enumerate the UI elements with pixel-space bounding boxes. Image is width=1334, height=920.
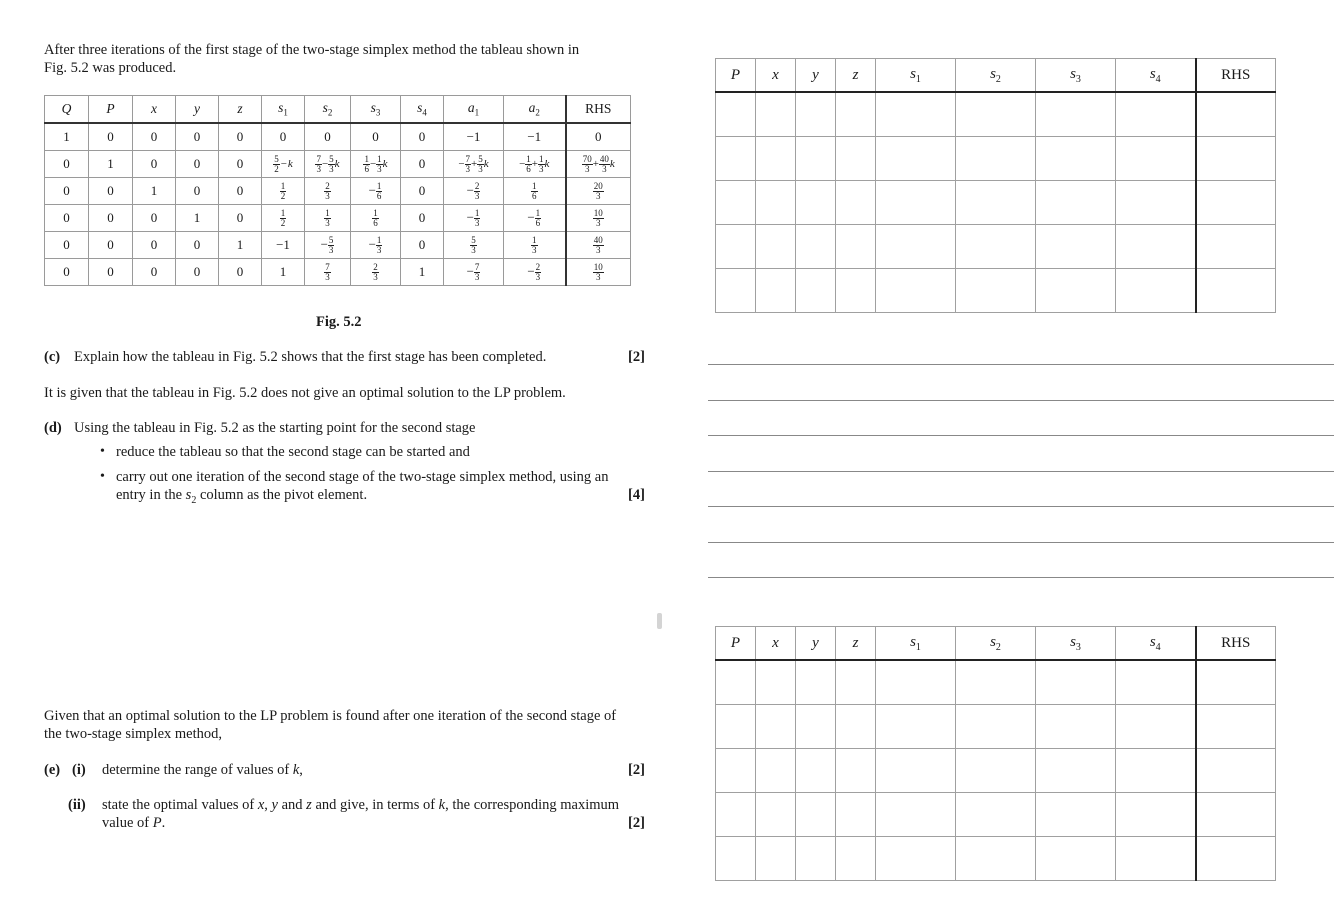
- grid-header-row: [716, 59, 1276, 93]
- grid-header-cell: $s_1$: [876, 627, 956, 661]
- grid-cell[interactable]: [956, 92, 1036, 137]
- grid-header-row: [716, 627, 1276, 661]
- grid-cell[interactable]: [1196, 225, 1276, 269]
- grid-header-cell: y: [796, 627, 836, 661]
- part-d-text: Using the tableau in Fig. 5.2 as the starting point for the second stage: [74, 420, 476, 436]
- tableau-cell: $\frac{2}{3}$: [305, 178, 351, 205]
- grid-cell[interactable]: [1036, 660, 1116, 705]
- grid-cell[interactable]: [1036, 837, 1116, 881]
- part-c-text: Explain how the tableau in Fig. 5.2 shows that the first stage has been completed.: [74, 349, 547, 365]
- grid-row: [716, 181, 1276, 225]
- grid-cell[interactable]: [796, 749, 836, 793]
- tableau-cell: 0: [566, 123, 631, 151]
- cell: 0: [219, 151, 262, 178]
- grid-cell[interactable]: [1036, 749, 1116, 793]
- grid-row: [716, 660, 1276, 705]
- tableau-cell: $\frac{10}{3}$: [566, 205, 631, 232]
- grid-cell[interactable]: [836, 137, 876, 181]
- grid-cell[interactable]: [756, 837, 796, 881]
- grid-cell[interactable]: [756, 181, 796, 225]
- grid-cell[interactable]: [716, 660, 756, 705]
- grid-header-cell: RHS: [1196, 59, 1276, 93]
- grid-cell[interactable]: [1036, 181, 1116, 225]
- grid-cell[interactable]: [756, 137, 796, 181]
- tableau-cell: 0: [401, 205, 444, 232]
- grid-cell[interactable]: [796, 660, 836, 705]
- grid-row: [716, 137, 1276, 181]
- grid-cell[interactable]: [1196, 269, 1276, 313]
- tableau-cell: − $\frac{1}{6}$: [504, 205, 566, 232]
- header-s3: $s_3$: [351, 96, 401, 124]
- part-d-label: (d): [44, 420, 62, 436]
- part-e-ii-line-2: value of P.: [102, 815, 166, 831]
- header-y: y: [176, 96, 219, 124]
- grid-cell[interactable]: [836, 749, 876, 793]
- part-c-label: (c): [44, 349, 61, 365]
- answer-tableau-grid-1[interactable]: [715, 58, 1276, 313]
- grid-cell[interactable]: [1036, 137, 1116, 181]
- grid-cell[interactable]: [796, 137, 836, 181]
- header-s4: $s_4$: [401, 96, 444, 124]
- header-P: P: [89, 96, 133, 124]
- header-a1: $a_1$: [444, 96, 504, 124]
- cell-p-a2: − $\frac{1}{6}$ + $\frac{1}{3}$ k: [504, 151, 566, 178]
- tableau-row-z: [45, 232, 631, 259]
- tableau-cell: − $\frac{5}{3}$: [305, 232, 351, 259]
- grid-cell[interactable]: [716, 181, 756, 225]
- grid-cell[interactable]: [796, 793, 836, 837]
- grid-cell[interactable]: [1036, 705, 1116, 749]
- part-c-marks: [2]: [628, 349, 645, 365]
- part-d-bullet-2-line-1: carry out one iteration of the second stage of the two-stage simplex method, using an: [116, 469, 609, 485]
- tableau-cell: 0: [219, 178, 262, 205]
- grid-row: [716, 749, 1276, 793]
- bullet-icon: •: [100, 444, 105, 459]
- tableau-cell: $\frac{1}{2}$: [262, 178, 305, 205]
- grid-header-cell: $s_2$: [956, 627, 1036, 661]
- grid-cell[interactable]: [1196, 181, 1276, 225]
- grid-cell[interactable]: [1196, 749, 1276, 793]
- grid-header-cell: $s_4$: [1116, 627, 1196, 661]
- tableau-cell: 1: [133, 178, 176, 205]
- tableau-cell: 1: [176, 205, 219, 232]
- grid-header-cell: RHS: [1196, 627, 1276, 661]
- grid-cell[interactable]: [756, 660, 796, 705]
- grid-cell[interactable]: [836, 92, 876, 137]
- grid-cell[interactable]: [1196, 137, 1276, 181]
- tableau-cell: 0: [305, 123, 351, 151]
- grid-cell[interactable]: [1036, 269, 1116, 313]
- answer-line[interactable]: [708, 506, 1334, 507]
- tableau-cell: −1: [262, 232, 305, 259]
- grid-cell[interactable]: [956, 793, 1036, 837]
- grid-cell[interactable]: [796, 181, 836, 225]
- grid-header-cell: $s_1$: [876, 59, 956, 93]
- tableau-cell: 0: [89, 123, 133, 151]
- grid-cell[interactable]: [1116, 749, 1196, 793]
- tableau-cell: 0: [219, 205, 262, 232]
- tableau-cell: 1: [401, 259, 444, 286]
- tableau-cell: $\frac{1}{3}$: [305, 205, 351, 232]
- grid-cell[interactable]: [716, 137, 756, 181]
- grid-cell[interactable]: [1196, 837, 1276, 881]
- grid-cell[interactable]: [796, 837, 836, 881]
- grid-cell[interactable]: [876, 705, 956, 749]
- header-s2: $s_2$: [305, 96, 351, 124]
- tableau-cell: 0: [176, 232, 219, 259]
- part-e-i-marks: [2]: [628, 762, 645, 778]
- part-d-bullet-2-line-2: entry in the $s_2$ column as the pivot element.: [116, 487, 368, 506]
- grid-cell[interactable]: [756, 793, 796, 837]
- tableau-cell: 0: [351, 123, 401, 151]
- cell-p-s3: $\frac{1}{6}$ − $\frac{1}{3}$ k: [351, 151, 401, 178]
- part-d-bullet-1: reduce the tableau so that the second stage can be started and: [116, 444, 470, 460]
- tableau-cell: − $\frac{2}{3}$: [504, 259, 566, 286]
- grid-cell[interactable]: [1116, 837, 1196, 881]
- tableau-cell: $\frac{1}{6}$: [504, 178, 566, 205]
- answer-line[interactable]: [708, 435, 1334, 436]
- header-x: x: [133, 96, 176, 124]
- part-e-i-text: determine the range of values of k,: [102, 762, 303, 778]
- grid-cell[interactable]: [1196, 705, 1276, 749]
- grid-row: [716, 92, 1276, 137]
- tableau-cell: −1: [504, 123, 566, 151]
- grid-cell[interactable]: [876, 181, 956, 225]
- cell-p-s2: $\frac{7}{3}$ − $\frac{5}{3}$ k: [305, 151, 351, 178]
- part-e-i-label: (i): [72, 762, 86, 778]
- grid-header-cell: y: [796, 59, 836, 93]
- tableau-cell: 0: [219, 123, 262, 151]
- header-rhs: RHS: [566, 96, 631, 124]
- tableau-row-x: [45, 178, 631, 205]
- part-e-ii-marks: [2]: [628, 815, 645, 831]
- grid-cell[interactable]: [836, 793, 876, 837]
- header-z: z: [219, 96, 262, 124]
- grid-cell[interactable]: [876, 749, 956, 793]
- scan-artifact-mark: [657, 613, 662, 629]
- cell-p-s1: $\frac{5}{2}$ − k: [262, 151, 305, 178]
- answer-tableau-grid-2[interactable]: [715, 626, 1276, 881]
- part-e-label: (e): [44, 762, 61, 778]
- grid-cell[interactable]: [716, 92, 756, 137]
- grid-cell[interactable]: [796, 705, 836, 749]
- grid-row: [716, 225, 1276, 269]
- tableau-row-Q: [45, 123, 631, 151]
- tableau-fig-5-2: [44, 95, 631, 286]
- grid-cell[interactable]: [716, 837, 756, 881]
- grid-row: [716, 793, 1276, 837]
- grid-cell[interactable]: [716, 793, 756, 837]
- grid-cell[interactable]: [876, 137, 956, 181]
- tableau-cell: − $\frac{2}{3}$: [444, 178, 504, 205]
- grid-cell[interactable]: [876, 793, 956, 837]
- grid-cell[interactable]: [1036, 793, 1116, 837]
- grid-cell[interactable]: [956, 269, 1036, 313]
- tableau-cell: −1: [444, 123, 504, 151]
- grid-cell[interactable]: [956, 705, 1036, 749]
- tableau-cell: 0: [89, 259, 133, 286]
- tableau-cell: 0: [89, 205, 133, 232]
- cell-p-a1: − $\frac{7}{3}$ + $\frac{5}{3}$ k: [444, 151, 504, 178]
- answer-line[interactable]: [708, 471, 1334, 472]
- grid-header-cell: z: [836, 627, 876, 661]
- tableau-cell: $\frac{2}{3}$: [351, 259, 401, 286]
- grid-cell[interactable]: [876, 92, 956, 137]
- cell: 0: [133, 151, 176, 178]
- grid-cell[interactable]: [836, 225, 876, 269]
- grid-cell[interactable]: [956, 137, 1036, 181]
- grid-cell[interactable]: [956, 749, 1036, 793]
- grid-cell[interactable]: [836, 181, 876, 225]
- tableau-cell: 0: [176, 123, 219, 151]
- tableau-cell: 0: [401, 178, 444, 205]
- grid-header-cell: P: [716, 627, 756, 661]
- figure-caption: Fig. 5.2: [316, 314, 362, 330]
- tableau-cell: 0: [401, 232, 444, 259]
- grid-row: [716, 837, 1276, 881]
- cell: 1: [89, 151, 133, 178]
- tableau-cell: 0: [45, 205, 89, 232]
- grid-cell[interactable]: [836, 705, 876, 749]
- tableau-cell: 0: [133, 205, 176, 232]
- grid-header-cell: x: [756, 627, 796, 661]
- cell: 0: [45, 151, 89, 178]
- grid-cell[interactable]: [956, 837, 1036, 881]
- tableau-cell: 0: [89, 232, 133, 259]
- grid-cell[interactable]: [836, 269, 876, 313]
- grid-cell[interactable]: [876, 837, 956, 881]
- grid-cell[interactable]: [756, 225, 796, 269]
- answer-line[interactable]: [708, 542, 1334, 543]
- answer-line[interactable]: [708, 364, 1334, 365]
- tableau-cell: 1: [45, 123, 89, 151]
- tableau-cell: 0: [176, 259, 219, 286]
- grid-cell[interactable]: [796, 269, 836, 313]
- grid-cell[interactable]: [956, 181, 1036, 225]
- part-d-marks: [4]: [628, 487, 645, 503]
- grid-cell[interactable]: [1196, 793, 1276, 837]
- tableau-cell: $\frac{1}{3}$: [504, 232, 566, 259]
- grid-cell[interactable]: [1116, 269, 1196, 313]
- grid-row: [716, 269, 1276, 313]
- grid-cell[interactable]: [756, 705, 796, 749]
- grid-cell[interactable]: [1116, 92, 1196, 137]
- intro-line-1: After three iterations of the first stage of the two-stage simplex method the tableau shown in: [44, 42, 580, 58]
- grid-cell[interactable]: [756, 749, 796, 793]
- grid-cell[interactable]: [716, 705, 756, 749]
- bullet-icon: •: [100, 469, 105, 484]
- grid-cell[interactable]: [1036, 225, 1116, 269]
- tableau-cell: − $\frac{7}{3}$: [444, 259, 504, 286]
- grid-cell[interactable]: [876, 269, 956, 313]
- tableau-row-y: [45, 205, 631, 232]
- grid-cell[interactable]: [716, 225, 756, 269]
- tableau-cell: 0: [133, 232, 176, 259]
- tableau-cell: $\frac{40}{3}$: [566, 232, 631, 259]
- tableau-cell: − $\frac{1}{3}$: [444, 205, 504, 232]
- answer-line[interactable]: [708, 400, 1334, 401]
- given-statement: It is given that the tableau in Fig. 5.2 does not give an optimal solution to the LP problem.: [44, 385, 566, 401]
- grid-cell[interactable]: [1116, 705, 1196, 749]
- tableau-cell: 1: [219, 232, 262, 259]
- grid-cell[interactable]: [1036, 92, 1116, 137]
- grid-cell[interactable]: [1116, 137, 1196, 181]
- grid-cell[interactable]: [1196, 92, 1276, 137]
- grid-cell[interactable]: [836, 660, 876, 705]
- tableau-cell: − $\frac{1}{3}$: [351, 232, 401, 259]
- grid-cell[interactable]: [1116, 181, 1196, 225]
- cell: 0: [401, 151, 444, 178]
- grid-header-cell: $s_3$: [1036, 627, 1116, 661]
- grid-cell[interactable]: [756, 269, 796, 313]
- grid-header-cell: P: [716, 59, 756, 93]
- tableau-cell: $\frac{7}{3}$: [305, 259, 351, 286]
- grid-cell[interactable]: [716, 749, 756, 793]
- tableau-cell: 0: [45, 232, 89, 259]
- tableau-cell: 0: [45, 259, 89, 286]
- grid-cell[interactable]: [716, 269, 756, 313]
- header-a2: $a_2$: [504, 96, 566, 124]
- tableau-cell: 0: [176, 178, 219, 205]
- part-e-ii-line-1: state the optimal values of x, y and z and give, in terms of k, the corresponding maximum: [102, 797, 620, 813]
- tableau-cell: 0: [89, 178, 133, 205]
- cell-p-rhs: $\frac{70}{3}$ + $\frac{40}{3}$ k: [566, 151, 631, 178]
- cell: 0: [176, 151, 219, 178]
- grid-cell[interactable]: [1116, 660, 1196, 705]
- grid-cell[interactable]: [796, 225, 836, 269]
- grid-header-cell: z: [836, 59, 876, 93]
- intro-line-2: Fig. 5.2 was produced.: [44, 60, 177, 76]
- tableau-cell: $\frac{20}{3}$: [566, 178, 631, 205]
- grid-cell[interactable]: [1116, 793, 1196, 837]
- tableau-cell: $\frac{5}{3}$: [444, 232, 504, 259]
- grid-cell[interactable]: [956, 225, 1036, 269]
- grid-cell[interactable]: [796, 92, 836, 137]
- tableau-cell: 0: [401, 123, 444, 151]
- given2-line-2: the two-stage simplex method,: [44, 726, 222, 742]
- header-s1: $s_1$: [262, 96, 305, 124]
- tableau-row-P: [45, 151, 631, 178]
- tableau-cell: $\frac{1}{6}$: [351, 205, 401, 232]
- grid-header-cell: $s_2$: [956, 59, 1036, 93]
- header-Q: Q: [45, 96, 89, 124]
- grid-cell[interactable]: [836, 837, 876, 881]
- grid-cell[interactable]: [876, 225, 956, 269]
- grid-cell[interactable]: [1116, 225, 1196, 269]
- answer-line[interactable]: [708, 577, 1334, 578]
- tableau-cell: 0: [133, 123, 176, 151]
- tableau-cell: 1: [262, 259, 305, 286]
- grid-cell[interactable]: [956, 660, 1036, 705]
- tableau-cell: 0: [133, 259, 176, 286]
- given2-line-1: Given that an optimal solution to the LP problem is found after one iteration of the second stage of: [44, 708, 617, 724]
- grid-cell[interactable]: [876, 660, 956, 705]
- tableau-cell: − $\frac{1}{6}$: [351, 178, 401, 205]
- tableau-cell: 0: [262, 123, 305, 151]
- grid-header-cell: $s_3$: [1036, 59, 1116, 93]
- tableau-row-s4: [45, 259, 631, 286]
- tableau-cell: 0: [45, 178, 89, 205]
- tableau-cell: 0: [219, 259, 262, 286]
- part-e-ii-label: (ii): [68, 797, 86, 813]
- tableau-cell: $\frac{1}{2}$: [262, 205, 305, 232]
- grid-header-cell: x: [756, 59, 796, 93]
- grid-cell[interactable]: [756, 92, 796, 137]
- grid-cell[interactable]: [1196, 660, 1276, 705]
- tableau-cell: $\frac{10}{3}$: [566, 259, 631, 286]
- grid-row: [716, 705, 1276, 749]
- grid-header-cell: $s_4$: [1116, 59, 1196, 93]
- tableau-header-row: [45, 96, 631, 124]
